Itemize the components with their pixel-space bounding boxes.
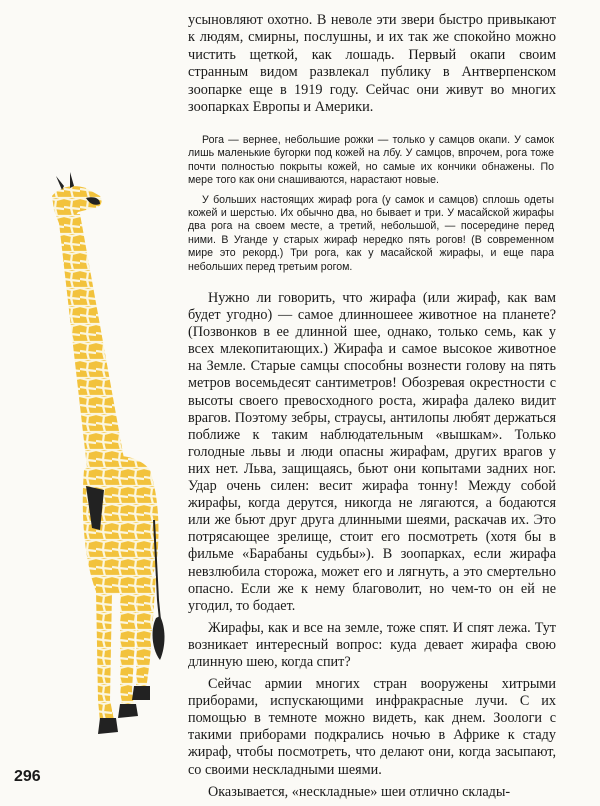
main-paragraph: Нужно ли говорить, что жирафа (или жираф, как вам будет угодно) — самое длинношеее животное на планете? (Позвонков в ее длинной шее, однако, только семь, как у всех млекопитающих.) Жирафа и самое высокое животное на Земле. Старые самцы способны вознести голову на пять метров восемьдесят сантиметров! Обозревая окрестности с высоты своего превосходного роста, жирафа далеко видит врагов. Поэтому зебры, страусы, антилопы любят держаться поближе к таким наблюдательным «вышкам». Только голодные львы и люди опасны жирафам, других врагов у них нет. Льва, защищаясь, бьют они копытами задних ног. Удар очень силен: весит жирафа тонну! Между собой жирафы, когда дерутся, никогда не лягаются, а бодаются или же бьют друг друга длинными шеями, раскачав их. Это потрясающее зрелище, стоит его посмотреть (хотя бы в фильме «Барабаны судьбы»). В зоопарках, если жирафа невзлюбила сторожа, может его и лягнуть, а это смертельно опасно. Если же к нему благоволит, но чем-то он ей не угодил, то бодает.	[188, 290, 556, 614]
main-paragraph: Оказывается, «нескладные» шеи отлично склады-	[208, 783, 511, 800]
top-text: усыновляют охотно. В неволе эти звери быстро привыкают к людям, смирны, послушны, и их так же спокойно можно чистить щеткой, как лошадь. Первый окапи своим странным видом развлекал публику в Антверпенском зоопарке еще в 1919 году. Сейчас они живут во многих зоопарках Европы и Америки.	[188, 12, 556, 116]
giraffe-illustration	[0, 0, 200, 760]
main-paragraph: Сейчас армии многих стран вооружены хитрыми приборами, испускающими инфракрасные лучи. С их помощью в темноте можно видеть, как днем. Зоологи с такими приборами подкрались ночью в Африке к стаду жираф, чтобы посмотреть, что делают они, когда засыпают, со своими нескладными шеями.	[188, 676, 556, 778]
giraffe-neck	[58, 214, 126, 476]
note-paragraph: У больших настоящих жираф рога (у самок и самцов) сплошь одеты кожей и шерстью. Их обычно два, но бывает и три. У масайской жирафы два рога на своем месте, а третий, небольшой, — посередине перед ними. В Уганде у старых жираф нередко пять рогов! (В современном мире это рекорд.) Три рога, как у масайской жирафы, и еще пара небольших перед третьим рогом.	[188, 193, 554, 273]
main-paragraph: Жирафы, как и все на земле, тоже спят. И спят лежа. Тут возникает интересный вопрос: куда девает жирафа свою длинную шею, когда спит?	[188, 619, 556, 670]
note-paragraph: Рога — вернее, небольшие рожки — только у самцов окапи. У самок лишь маленькие бугорки под кожей на лбу. У самцов, впрочем, рога тоже почти полностью покрыты кожей, но самые их кончики обнажены. По мере того как они снашиваются, нарастают новые.	[188, 134, 554, 187]
page-number: 296	[14, 768, 41, 785]
main-text	[188, 290, 556, 801]
sidebar-note	[188, 134, 554, 274]
top-paragraph	[188, 12, 556, 116]
